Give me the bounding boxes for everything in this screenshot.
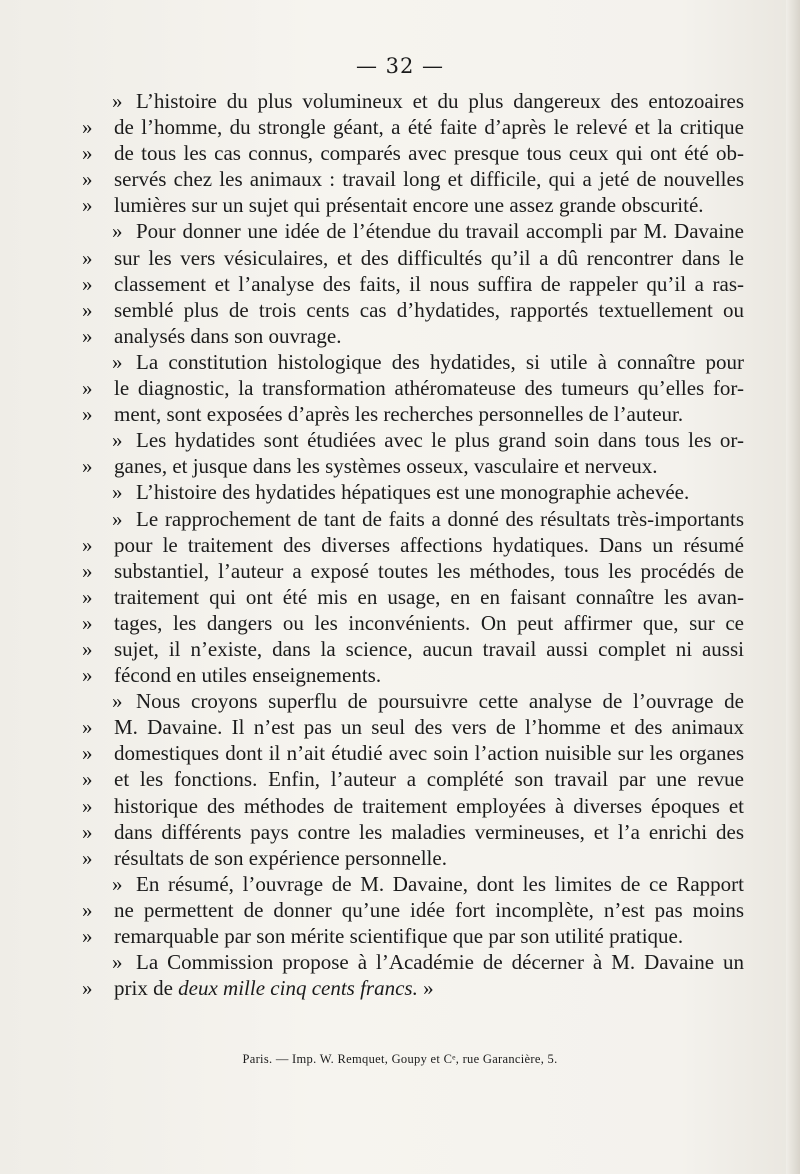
text-line [84,819,744,845]
line-text [114,192,744,218]
text-line [84,610,744,636]
text-line [84,897,744,923]
line-content: classement et l’analyse des faits, il nous suffira de rappeler qu’il a ras- [114,271,744,296]
line-text [136,349,744,375]
line-content: L’histoire des hydatides hépatiques est une monographie achevée. [136,480,690,505]
text-line [84,532,744,558]
line-content: En résumé, l’ouvrage de M. Davaine, dont les limites de ce Rapport [136,871,744,896]
text-line [84,871,744,897]
line-content: sur les vers vésiculaires, et des difficultés qu’il a dû rencontrer dans le [114,245,744,270]
line-text [114,584,744,610]
line-content: tages, les dangers ou les inconvénients. On peut affirmer que, sur ce [114,610,744,635]
line-text [114,271,744,297]
quote-mark: » [82,584,93,609]
text-line [84,427,744,453]
line-content: La Commission propose à l’Académie de décerner à M. Davaine un [136,950,744,975]
quote-mark: » [82,715,93,740]
text-line [84,375,744,401]
line-content: résultats de son expérience personnelle. [114,845,447,870]
quote-mark: » [112,349,123,374]
text-line [84,479,744,505]
line-text [114,375,744,401]
line-content: remarquable par son mérite scientifique que par son utilité pratique. [114,924,684,948]
text-line [84,401,744,427]
quote-mark: » [82,297,93,322]
line-content: Le rapprochement de tant de faits a donné des résultats très-importants [136,506,744,531]
text-line [84,88,744,114]
line-text [114,140,744,166]
line-text [114,532,744,558]
line-text [114,740,744,766]
line-content: domestiques dont il n’ait étudié avec soin l’action nuisible sur les organes [114,741,744,766]
line-content: dans différents pays contre les maladies vermineuses, et l’a enrichi des [114,819,744,844]
text-line-final [84,975,744,1001]
text-line [84,793,744,819]
line-text [114,323,744,349]
line-content: substantiel, l’auteur a exposé toutes les méthodes, tous les procédés de [114,558,744,583]
closing-quote: » [423,976,434,1001]
quote-mark: » [112,480,123,505]
text-line [84,740,744,766]
line-text [114,401,744,427]
text-line [84,323,744,349]
line-content: ganes, et jusque dans les systèmes osseux, vasculaire et nerveux. [114,454,658,479]
quote-mark: » [82,376,93,401]
text-line [84,218,744,244]
line-content: sujet, il n’existe, dans la science, aucun travail aussi complet ni aussi [114,636,744,661]
page-number: — 32 — [355,54,445,78]
quote-mark: » [112,871,123,896]
text-line [84,688,744,714]
line-content: pour le traitement des diverses affections hydatiques. Dans un résumé [114,532,744,557]
line-text [114,297,744,323]
line-content: M. Davaine. Il n’est pas un seul des vers de l’homme et des animaux [114,715,744,740]
line-text [114,114,744,140]
line-text [114,558,744,584]
quote-mark: » [82,323,93,348]
line-text [114,975,744,1001]
text-line [84,453,744,479]
line-text [114,793,744,819]
quote-mark: » [82,610,93,635]
quote-mark: » [82,663,93,688]
prize-amount: deux mille cinq cents francs. [178,976,418,1001]
line-content: lumières sur un sujet qui présentait encore une assez grande obscurité. [114,193,704,218]
text-line [84,558,744,584]
text-line [84,845,744,871]
line-content: ne permettent de donner qu’une idée fort incomplète, n’est pas moins [114,897,744,922]
quote-mark: » [82,167,93,192]
text-line [84,245,744,271]
quote-mark: » [112,506,123,531]
quote-mark: » [82,532,93,557]
line-content: L’histoire du plus volumineux et du plus dangereux des entozoaires [136,89,744,113]
line-content: traitement qui ont été mis en usage, en en faisant connaître les avan- [114,584,744,609]
text-line [84,923,744,949]
quote-mark: » [82,741,93,766]
text-line [84,349,744,375]
line-content: Nous croyons superflu de poursuivre cette analyse de l’ouvrage de [136,689,744,714]
quote-mark: » [82,402,93,427]
text-line [84,166,744,192]
line-content: servés chez les animaux : travail long et difficile, qui a jeté de nouvelles [114,167,744,192]
line-text [136,218,744,244]
line-content: Pour donner une idée de l’étendue du travail accompli par M. Davaine [136,219,744,244]
quote-mark: » [82,141,93,166]
quote-mark: » [112,428,123,453]
text-line [84,297,744,323]
line-content: fécond en utiles enseignements. [114,663,382,688]
line-text [114,662,744,688]
line-content: Les hydatides sont étudiées avec le plus grand soin dans tous les or- [136,428,744,453]
quote-mark: » [82,767,93,792]
text-line [84,714,744,740]
line-content: La constitution histologique des hydatides, si utile à connaître pour [136,349,744,374]
line-text [114,636,744,662]
text-line [84,636,744,662]
quote-mark: » [82,924,93,948]
text-line [84,584,744,610]
quote-mark: » [82,193,93,218]
quote-mark: » [82,976,93,1001]
line-text [114,766,744,792]
quote-mark: » [82,636,93,661]
quote-mark: » [82,819,93,844]
line-text [114,166,744,192]
quote-mark: » [82,793,93,818]
quote-mark: » [112,950,123,975]
line-text [114,897,744,923]
line-text [136,88,744,114]
page-edge-shadow [786,0,800,1174]
line-text [114,714,744,740]
line-text [114,245,744,271]
line-text [114,453,744,479]
text-line [84,662,744,688]
line-text [114,923,744,949]
printer-imprint: Paris. — Imp. W. Remquet, Goupy et Cᵉ, rue Garancière, 5. [242,1052,558,1066]
quote-mark: » [82,115,93,140]
quote-mark: » [82,245,93,270]
line-content: analysés dans son ouvrage. [114,323,342,348]
line-content: semblé plus de trois cents cas d’hydatides, rapportés textuellement ou [114,297,744,322]
quote-mark: » [112,89,123,113]
line-text [136,871,744,897]
text-line [84,766,744,792]
text-line [84,192,744,218]
line-content: de l’homme, du strongle géant, a été faite d’après le relevé et la critique [114,115,744,140]
prize-prefix: prix de [114,976,173,1001]
quote-mark: » [82,897,93,922]
text-line [84,949,744,975]
line-content: ment, sont exposées d’après les recherches personnelles de l’auteur. [114,402,684,427]
line-text [136,506,744,532]
line-text [136,949,744,975]
line-content: le diagnostic, la transformation athéromateuse des tumeurs qu’elles for- [114,376,744,401]
line-content: historique des méthodes de traitement employées à diverses époques et [114,793,744,818]
text-line [84,271,744,297]
text-line [84,140,744,166]
quote-mark: » [82,454,93,479]
quote-mark: » [82,845,93,870]
report-body [84,88,744,1001]
line-content: et les fonctions. Enfin, l’auteur a complété son travail par une revue [114,767,744,792]
line-text [136,688,744,714]
line-text [136,479,744,505]
quote-mark: » [82,558,93,583]
quote-mark: » [112,689,123,714]
line-text [114,845,744,871]
quote-mark: » [82,271,93,296]
line-text [114,610,744,636]
text-line [84,114,744,140]
text-line [84,506,744,532]
quote-mark: » [112,219,123,244]
line-text [114,819,744,845]
line-text [136,427,744,453]
line-content: de tous les cas connus, comparés avec presque tous ceux qui ont été ob- [114,141,744,166]
